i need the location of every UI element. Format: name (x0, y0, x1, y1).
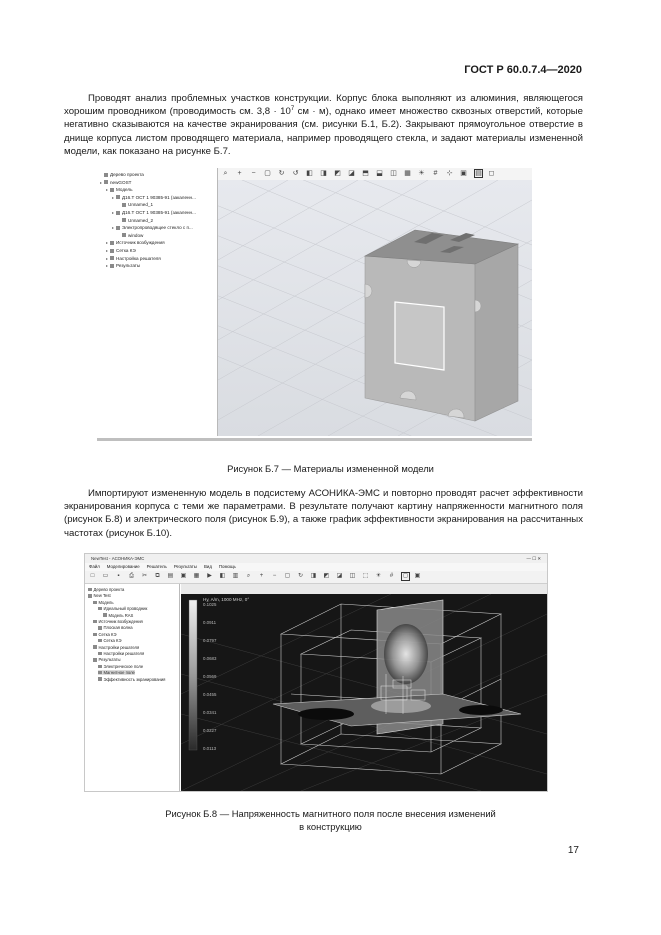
tree-node-icon (88, 594, 92, 598)
tree-node-icon (110, 188, 114, 192)
grid-icon[interactable]: # (433, 170, 438, 177)
cube-left-icon[interactable]: ◩ (334, 170, 341, 177)
tree-item-label: Источник возбуждения (98, 619, 143, 624)
tree-item[interactable] (98, 670, 135, 675)
expand-arrow-icon[interactable]: ▸ (112, 194, 115, 200)
view-side-icon[interactable]: ◪ (336, 573, 343, 579)
print-icon[interactable]: ⎙ (129, 573, 134, 579)
zoom-out-icon[interactable]: − (251, 170, 256, 177)
tree-item[interactable] (118, 218, 153, 223)
rotate-icon[interactable]: ↻ (297, 573, 304, 579)
cube-back-icon[interactable]: ◨ (320, 170, 327, 177)
tree-item[interactable] (93, 600, 114, 605)
conductive-glass-window[interactable] (395, 302, 444, 370)
chart-icon[interactable]: ▥ (232, 573, 239, 579)
tree-item-label: Модель (116, 187, 133, 193)
tree-node-icon (110, 249, 114, 253)
project-tree-panel (97, 168, 218, 436)
legend-value: 0.1025 (203, 602, 217, 607)
zoom-icon[interactable]: ⌕ (223, 170, 228, 177)
tree-item-label: Результаты (116, 263, 141, 269)
tree-item-label: Дерево проекта (93, 587, 125, 592)
fit-icon[interactable]: ▢ (264, 170, 271, 177)
cube-top-icon[interactable]: ⬒ (362, 170, 369, 177)
bright-region (371, 699, 431, 713)
menu-item[interactable]: Файл (89, 564, 100, 569)
tree-item-label: newGOST (110, 179, 132, 185)
tree-item[interactable] (106, 187, 133, 192)
view-top-icon[interactable]: ◩ (323, 573, 330, 579)
paragraph-import: Импортируют измененную модель в подсистему АСОНИКА-ЭМС и повторно проводят расчет эффективности экранирования корпуса с теми же параметрами. В результате получают картину напряженности магнитного поля (рисунок Б.8) и электрического поля (рисунок Б.9), а также график эффективности экранирования на рассчитанных частотах (рисунок Б.10). (64, 488, 583, 539)
legend-value: 0.0113 (203, 746, 217, 751)
tree-item-label: Настройка решателя (116, 255, 161, 261)
tree-item-label: Электрическое поле (103, 663, 144, 669)
tree-node-icon (93, 658, 97, 662)
fit-icon[interactable]: ▢ (284, 573, 291, 579)
figure-b7-screenshot (97, 168, 532, 447)
zoom-in-icon[interactable]: + (259, 573, 264, 579)
tree-node-icon (110, 256, 114, 260)
cube-right-icon[interactable]: ◪ (348, 170, 355, 177)
light-icon[interactable]: ☀ (418, 170, 425, 177)
tree-node-icon (98, 665, 102, 669)
tree-item[interactable] (106, 256, 161, 261)
expand-arrow-icon[interactable]: ▸ (106, 187, 109, 193)
color-legend-bar (189, 600, 197, 750)
model-3d-render (218, 180, 532, 436)
tree-item-label: Эффективность экранирования (103, 676, 166, 682)
expand-arrow-icon[interactable]: ▸ (106, 248, 109, 253)
tree-item-label: Сетка КЭ (103, 638, 122, 644)
tree-item-label: Unnamed_1 (128, 202, 154, 208)
field-overlay-label: Hy, A/m, 1000 MHz, 0° (203, 597, 250, 602)
paragraph-analysis-part2: см · м), однако имеет множество сквозных отверстий, которые негативно сказываются на качестве экранирования (см. рисунки Б.1, Б.2). Закрывают прямоугольное отверстие в днище корпуса листом проводящего материала, например проводящего стекла, и задают материалы измененной модели, как показано на рисунке Б.7. (64, 106, 584, 157)
tree-node-icon (104, 180, 108, 184)
tree-item-label: New Test (93, 593, 111, 599)
menu-item[interactable]: Помощь (218, 564, 236, 569)
tree-node-icon (116, 211, 120, 215)
light-icon[interactable]: ☀ (375, 573, 382, 579)
open-icon[interactable]: ▭ (102, 573, 109, 579)
tree-node-icon (98, 626, 102, 630)
tree-item[interactable] (98, 625, 133, 630)
grid-icon[interactable]: # (389, 573, 394, 579)
legend-value: 0.0455 (203, 692, 217, 697)
expand-arrow-icon[interactable]: ▸ (106, 263, 109, 269)
tree-node-icon (93, 633, 97, 637)
tree-node-icon (103, 613, 107, 617)
menu-item[interactable]: Результаты (173, 564, 197, 569)
tree-item-label: Плоская волна (103, 625, 133, 631)
app-toolbar (85, 571, 547, 584)
legend-value: 0.0569 (203, 674, 217, 679)
tree-node-icon (122, 203, 126, 207)
tree-node-icon (116, 195, 120, 199)
model-viewport[interactable] (218, 168, 532, 436)
legend-value: 0.0911 (203, 620, 217, 625)
tree-node-icon (98, 607, 102, 611)
tree-item[interactable] (112, 210, 196, 215)
tree-item[interactable] (118, 233, 143, 238)
app-titlebar (85, 554, 547, 563)
figure-b8-caption-line2: в конструкцию (299, 821, 362, 832)
tree-item[interactable] (93, 657, 121, 662)
tree-node-icon (88, 588, 92, 592)
tree-node-icon (122, 233, 126, 237)
wireframe-icon[interactable]: ⬚ (362, 573, 369, 579)
tree-node-icon (93, 601, 97, 605)
vertical-hot-spot (384, 624, 428, 684)
figure-b8-screenshot (84, 553, 548, 792)
zoom-icon[interactable]: ⌕ (246, 573, 251, 579)
select-icon[interactable]: ◻ (401, 572, 410, 581)
copy-icon[interactable]: ⧉ (155, 573, 160, 579)
tree-item[interactable] (88, 587, 124, 592)
menu-item[interactable]: Вид (203, 564, 212, 569)
field-viewport[interactable] (181, 584, 547, 791)
tree-item-label: Настройки решателя (98, 644, 140, 650)
expand-arrow-icon[interactable]: ▸ (100, 179, 103, 185)
tree-item-label: Результаты (98, 657, 121, 663)
figure-bottom-bar (97, 438, 532, 441)
tree-item[interactable] (98, 651, 144, 656)
cube-iso-icon[interactable]: ◫ (390, 170, 397, 177)
tree-item[interactable] (93, 645, 139, 650)
axes-icon[interactable]: ⊹ (446, 170, 453, 177)
rotate-ccw-icon[interactable]: ↺ (292, 170, 299, 177)
tree-item-label: Дерево проекта (110, 172, 144, 177)
tree-item[interactable] (93, 632, 117, 637)
tree-item-label: Магнитное поле (103, 670, 135, 676)
expand-arrow-icon[interactable]: ▸ (106, 240, 109, 246)
cube-front-icon[interactable]: ◧ (306, 170, 313, 177)
window-controls[interactable]: — ☐ ✕ (526, 556, 541, 561)
tree-node-icon (110, 241, 114, 245)
box-right-face (475, 244, 518, 421)
tree-item-label: Д16.Т ОСТ 1 90385-91 (закаленн... (122, 210, 196, 215)
tree-node-icon (98, 639, 102, 643)
view-front-icon[interactable]: ◨ (310, 573, 317, 579)
tree-item[interactable] (100, 180, 131, 185)
cut-icon[interactable]: ✂ (141, 573, 148, 579)
tree-item[interactable] (106, 263, 140, 268)
expand-arrow-icon[interactable]: ▸ (112, 225, 115, 231)
tree-item[interactable] (98, 677, 165, 682)
window-title: NewTest - АСОНИКА-ЭМС (91, 556, 145, 561)
menu-item[interactable]: Моделирование (106, 564, 140, 569)
tree-item-label: Настройки решателя (103, 651, 145, 656)
legend-value: 0.0797 (203, 638, 217, 643)
model-icon[interactable]: ▣ (180, 573, 187, 579)
dark-region-right (459, 705, 503, 715)
tree-item[interactable] (88, 593, 111, 598)
solve-icon[interactable]: ▶ (207, 573, 212, 579)
paragraph-analysis (64, 92, 583, 158)
zoom-in-icon[interactable]: + (237, 170, 242, 177)
results-icon[interactable]: ◧ (219, 573, 226, 579)
legend-value: 0.0683 (203, 656, 217, 661)
figure-b8-caption-line1: Рисунок Б.8 — Напряженность магнитного поля после внесения изменений (165, 808, 496, 819)
page-number: 17 (567, 845, 579, 856)
legend-value: 0.0341 (203, 710, 217, 715)
tree-item[interactable] (93, 619, 143, 624)
tree-item-label: window (128, 232, 144, 238)
zoom-out-icon[interactable]: − (272, 573, 277, 579)
rotate-icon[interactable]: ↻ (278, 170, 285, 177)
tree-node-icon (98, 671, 102, 675)
tree-node-icon (110, 264, 114, 268)
cube-icon[interactable]: ◻ (488, 170, 495, 177)
dark-region-left (298, 708, 354, 720)
tree-node-icon (98, 677, 102, 681)
tree-node-icon (122, 218, 126, 222)
legend-value: 0.0227 (203, 728, 217, 733)
select-icon[interactable]: ▤ (475, 170, 482, 177)
tree-node-icon (98, 652, 102, 656)
expand-arrow-icon[interactable]: ▸ (106, 255, 109, 261)
wireframe-icon[interactable]: ▦ (404, 170, 411, 177)
tree-item[interactable] (100, 172, 144, 177)
field-3d-render (181, 594, 547, 791)
paragraph-analysis-part1: Проводят анализ проблемных участков конструкции. Корпус блока выполняют из алюминия, являющегося хорошим проводником (проводимость см. 3,8 · 10 (64, 93, 583, 118)
tree-node-icon (93, 620, 97, 624)
expand-arrow-icon[interactable]: ▸ (112, 210, 115, 215)
tree-item[interactable] (98, 606, 147, 611)
tree-item[interactable] (118, 202, 153, 207)
model-icon[interactable]: ▣ (460, 170, 467, 177)
paste-icon[interactable]: ▤ (167, 573, 174, 579)
tree-item-label: Электропроводящее стекло с п... (122, 225, 193, 231)
view-iso-icon[interactable]: ◫ (349, 573, 356, 579)
tree-item-label: Модель (98, 599, 114, 605)
tree-item[interactable] (98, 664, 143, 669)
tree-item[interactable] (112, 225, 193, 230)
tree-node-icon (93, 645, 97, 649)
tree-item[interactable] (106, 248, 136, 253)
tree-item[interactable] (103, 613, 133, 618)
tree-item-label: Unnamed_2 (128, 217, 154, 223)
tree-item-label: Идеальный проводник (103, 606, 148, 612)
tree-item-label: Сетка КЭ (98, 631, 117, 637)
project-tree-panel (85, 584, 180, 791)
app-menubar (85, 563, 547, 571)
new-icon[interactable]: □ (90, 573, 95, 579)
exponent: 7 (290, 106, 295, 113)
save-icon[interactable]: ▪ (117, 573, 120, 579)
tree-item-label: Д16.Т ОСТ 1 90385-91 (закаленн... (122, 194, 196, 200)
tree-node-icon (104, 173, 108, 177)
document-code: ГОСТ Р 60.0.7.4—2020 (464, 64, 582, 76)
tree-item[interactable] (106, 240, 165, 245)
cube-bottom-icon[interactable]: ⬓ (376, 170, 383, 177)
tree-item-label: Источник возбуждения (116, 240, 165, 246)
cube-icon[interactable]: ▣ (414, 573, 421, 579)
mesh-icon[interactable]: ▦ (193, 573, 200, 579)
tree-item-label: Модель RAS (108, 612, 134, 618)
menu-item[interactable]: Решатель (146, 564, 167, 569)
tree-item-label: Сетка КЭ (116, 248, 136, 253)
tree-item[interactable] (98, 638, 122, 643)
figure-b7-caption: Рисунок Б.7 — Материалы измененной модели (227, 463, 434, 474)
tree-node-icon (116, 226, 120, 230)
tree-item[interactable] (112, 195, 196, 200)
